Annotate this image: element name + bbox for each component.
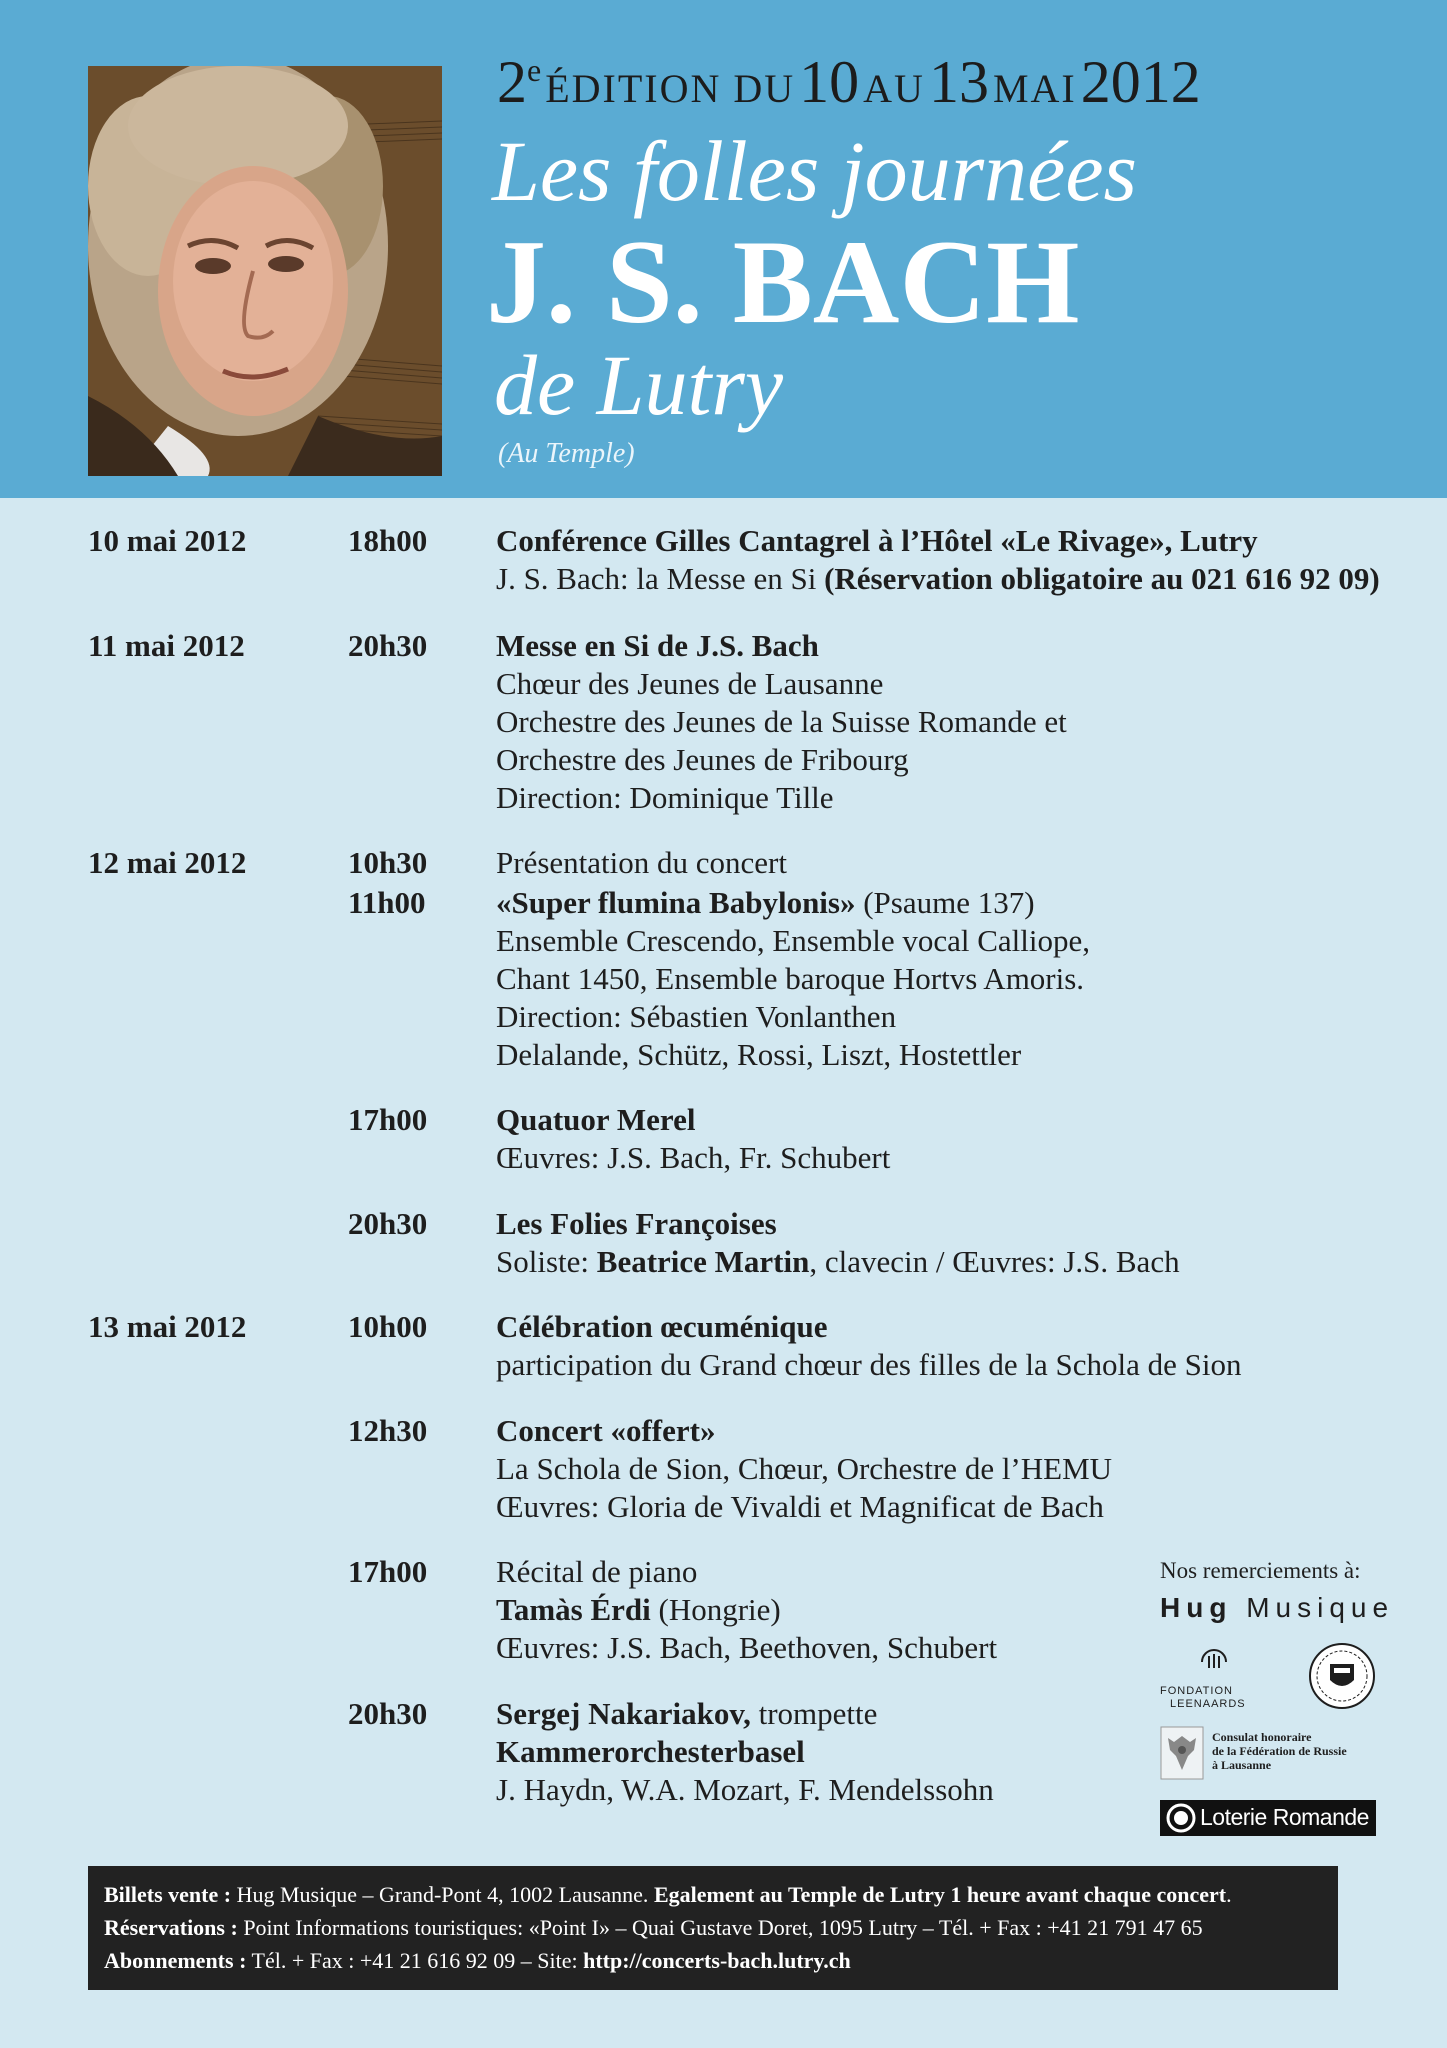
- event-detail: Orchestre des Jeunes de la Suisse Romande et: [496, 704, 1067, 739]
- billets-label: Billets vente :: [104, 1882, 232, 1907]
- loterie-romande-logo: [1160, 1800, 1376, 1836]
- event-title-line: [496, 1695, 877, 1733]
- event-detail: Orchestre des Jeunes de Fribourg: [496, 742, 909, 777]
- event-time: 10h30: [348, 845, 428, 880]
- edition-sup: e: [527, 52, 542, 88]
- event-title: Célébration œcuménique: [496, 1309, 828, 1344]
- event-detail: Delalande, Schütz, Rossi, Liszt, Hostettler: [496, 1037, 1022, 1072]
- soloist-name: Beatrice Martin: [596, 1244, 810, 1279]
- billets-text: Hug Musique – Grand-Pont 4, 1002 Lausanne.: [231, 1882, 654, 1907]
- leenaards-line2: LEENAARDS: [1170, 1698, 1246, 1710]
- footer-abonnements: [104, 1946, 851, 1976]
- event-detail: [496, 560, 1380, 598]
- day-from: 10: [799, 49, 860, 115]
- event-title-line: [496, 884, 1035, 922]
- event-title-rest: trompette: [750, 1696, 878, 1731]
- event-title: Messe en Si de J.S. Bach: [496, 628, 819, 663]
- leenaards-line1: FONDATION: [1160, 1685, 1233, 1697]
- day-to: 13: [928, 49, 989, 115]
- title-de-lutry: de Lutry: [494, 337, 784, 433]
- event-detail: Œuvres: Gloria de Vivaldi et Magnificat de Bach: [496, 1489, 1104, 1524]
- bach-portrait: [88, 66, 442, 476]
- musique-word: Musique: [1246, 1592, 1395, 1623]
- billets-temple-note: Egalement au Temple de Lutry 1 heure avant chaque concert: [653, 1882, 1227, 1907]
- event-title: Quatuor Merel: [496, 1102, 696, 1137]
- event-title: Concert «offert»: [496, 1413, 716, 1448]
- event-detail: participation du Grand chœur des filles de la Schola de Sion: [496, 1347, 1242, 1382]
- event-date: 11 mai 2012: [88, 628, 245, 663]
- consulat-line1: Consulat honoraire: [1212, 1730, 1312, 1744]
- event-detail: Récital de piano: [496, 1554, 698, 1589]
- site-link[interactable]: http://concerts-bach.lutry.ch: [583, 1948, 851, 1973]
- event-title-line: [496, 1591, 781, 1629]
- event-time: 20h30: [348, 1206, 428, 1241]
- event-time: 20h30: [348, 1696, 428, 1731]
- loterie-text: Loterie Romande: [1200, 1804, 1369, 1830]
- consulat-russie-logo: [1160, 1726, 1360, 1782]
- reservations-text: Point Informations touristiques: «Point I» – Quai Gustave Doret, 1095 Lutry – Tél. + Fax : +41 21 791 47 65: [237, 1915, 1203, 1940]
- event-time: 12h30: [348, 1413, 428, 1448]
- title-folles-journees: Les folles journées: [492, 123, 1137, 219]
- leenaards-icon: [1160, 1640, 1270, 1680]
- event-detail: J. Haydn, W.A. Mozart, F. Mendelssohn: [496, 1772, 994, 1807]
- event-detail: Chant 1450, Ensemble baroque Hortvs Amoris.: [496, 961, 1085, 996]
- consulat-line3: à Lausanne: [1212, 1758, 1272, 1772]
- edition-number: 2: [497, 49, 527, 115]
- fondation-leenaards-logo: [1160, 1640, 1270, 1712]
- edition-word: ÉDITION DU: [545, 66, 796, 111]
- ticket-info-footer: [88, 1866, 1338, 1990]
- event-time: 18h00: [348, 523, 428, 558]
- event-time: 11h00: [348, 885, 426, 920]
- loterie-circle-icon: [1164, 1800, 1200, 1836]
- au-word: AU: [863, 66, 925, 111]
- year: 2012: [1080, 49, 1201, 115]
- event-title: Conférence Gilles Cantagrel à l’Hôtel «Le Rivage», Lutry: [496, 523, 1258, 558]
- event-detail: Ensemble Crescendo, Ensemble vocal Calliope,: [496, 923, 1090, 958]
- event-time: 17h00: [348, 1102, 428, 1137]
- event-time: 20h30: [348, 628, 428, 663]
- reservations-label: Réservations :: [104, 1915, 238, 1940]
- hug-word: Hug: [1160, 1592, 1233, 1623]
- billets-end: .: [1226, 1882, 1232, 1907]
- event-date: 10 mai 2012: [88, 523, 247, 558]
- reservation-note: (Réservation obligatoire au 021 616 92 09): [824, 561, 1380, 596]
- event-detail: Œuvres: J.S. Bach, Fr. Schubert: [496, 1140, 891, 1175]
- event-detail-text: J. S. Bach: la Messe en Si: [496, 561, 817, 596]
- event-detail: [496, 1243, 1180, 1281]
- hug-musique-logo: [1160, 1592, 1394, 1624]
- month-word: MAI: [992, 66, 1077, 111]
- soloist-detail: , clavecin / Œuvres: J.S. Bach: [809, 1244, 1180, 1279]
- event-time: 17h00: [348, 1554, 428, 1589]
- edition-line: [497, 49, 1201, 115]
- event-title: «Super flumina Babylonis»: [496, 885, 856, 920]
- title-js-bach: J. S. BACH: [486, 215, 1080, 348]
- event-detail: La Schola de Sion, Chœur, Orchestre de l’HEMU: [496, 1451, 1113, 1486]
- event-detail: Œuvres: J.S. Bach, Beethoven, Schubert: [496, 1630, 998, 1665]
- abonnements-text: Tél. + Fax : +41 21 616 92 09 – Site:: [246, 1948, 584, 1973]
- event-detail: Présentation du concert: [496, 845, 787, 880]
- header-banner: [0, 0, 1447, 498]
- event-title: Tamàs Érdi: [496, 1592, 651, 1627]
- event-detail: Direction: Sébastien Vonlanthen: [496, 999, 897, 1034]
- sponsors-title: Nos remerciements à:: [1160, 1558, 1361, 1583]
- russian-eagle-icon: [1160, 1726, 1204, 1780]
- abonnements-label: Abonnements :: [104, 1948, 247, 1973]
- event-title: Kammerorchesterbasel: [496, 1734, 805, 1769]
- event-date: 12 mai 2012: [88, 845, 247, 880]
- event-detail: Chœur des Jeunes de Lausanne: [496, 666, 884, 701]
- event-time: 10h00: [348, 1309, 428, 1344]
- event-title-rest: (Hongrie): [650, 1592, 781, 1627]
- consulat-text: [1212, 1730, 1347, 1772]
- consulat-line2: de la Fédération de Russie: [1212, 1744, 1347, 1758]
- event-title: Les Folies Françoises: [496, 1206, 777, 1241]
- footer-billets: [104, 1880, 1232, 1910]
- lutry-seal-icon: [1308, 1642, 1376, 1710]
- venue-au-temple: (Au Temple): [498, 438, 635, 469]
- event-title-rest: (Psaume 137): [855, 885, 1035, 920]
- event-date: 13 mai 2012: [88, 1309, 247, 1344]
- event-detail: Direction: Dominique Tille: [496, 780, 834, 815]
- footer-reservations: [104, 1913, 1203, 1943]
- event-title: Sergej Nakariakov,: [496, 1696, 751, 1731]
- soliste-label: Soliste:: [496, 1244, 597, 1279]
